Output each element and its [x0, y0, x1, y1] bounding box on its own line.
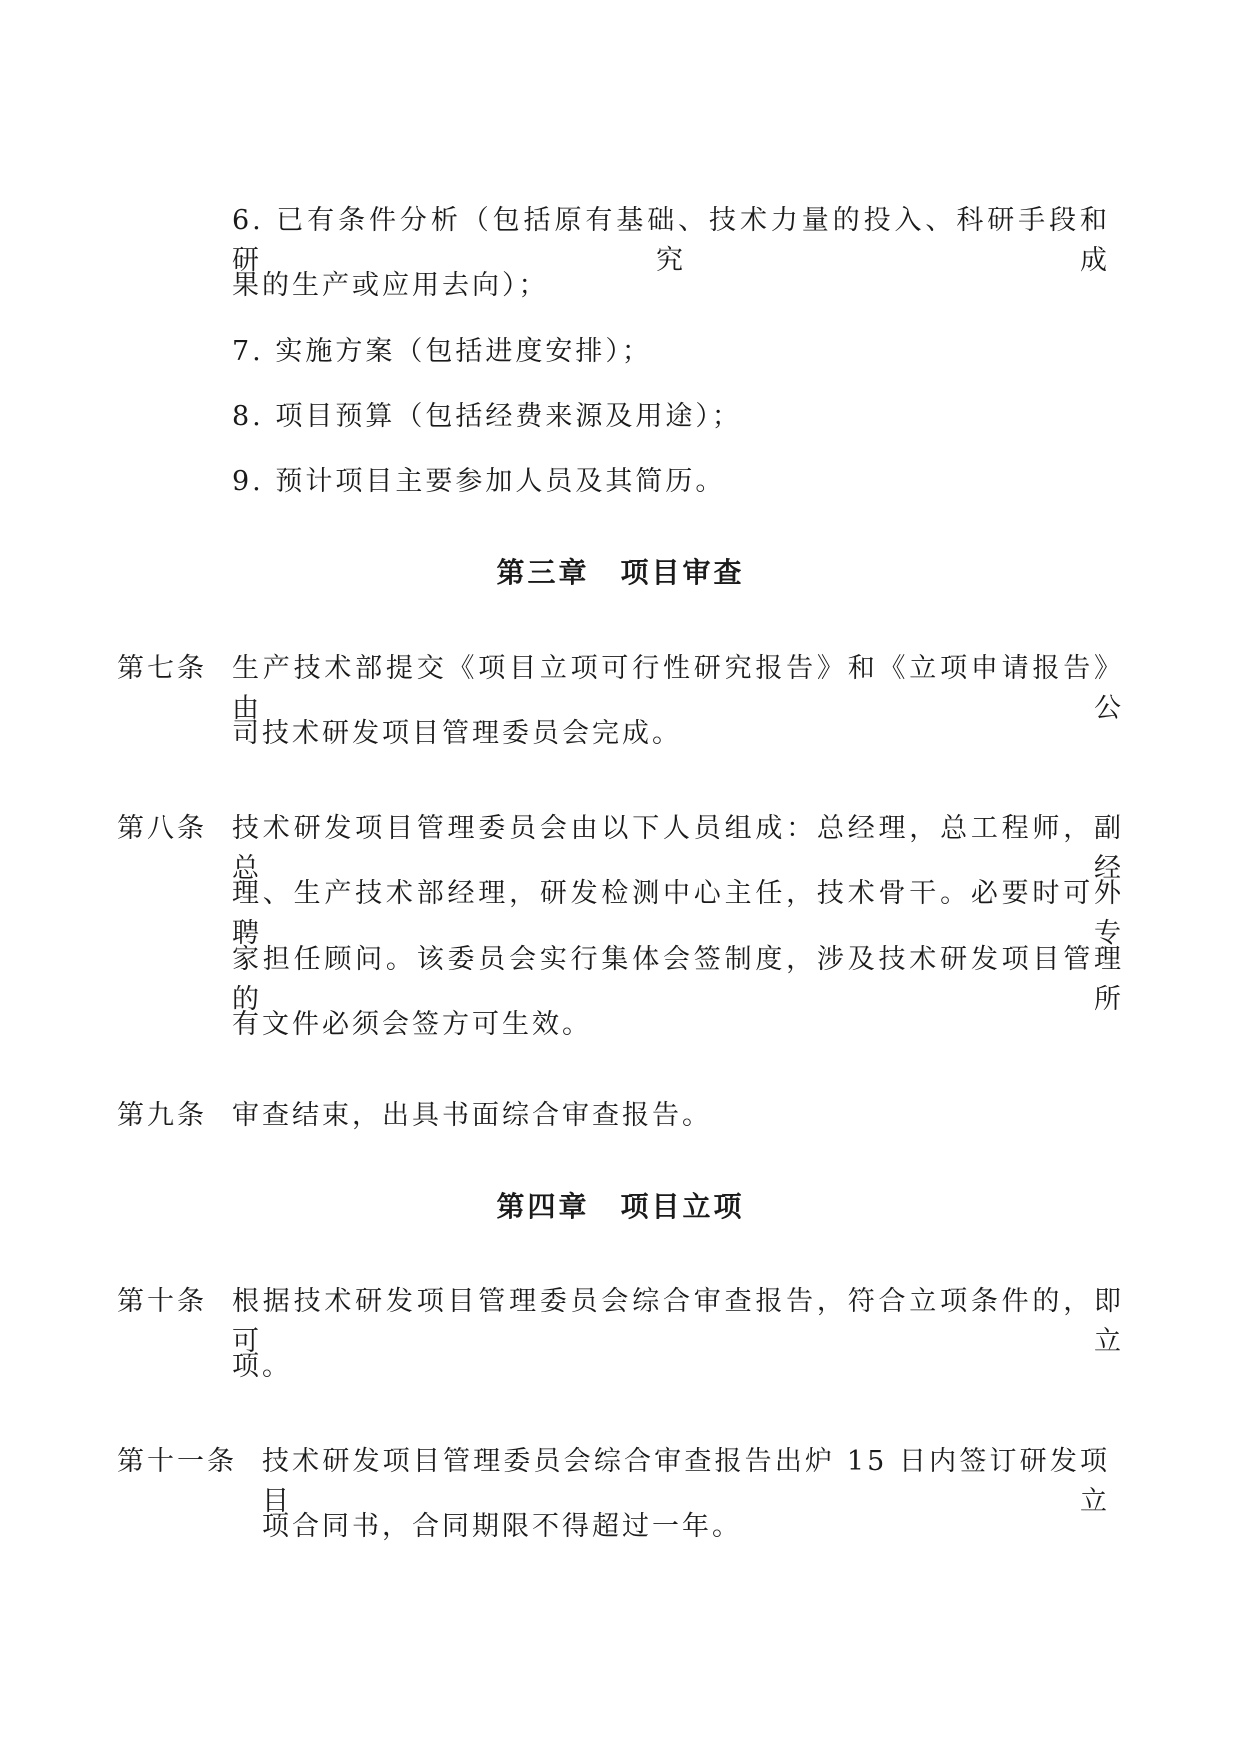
article-10-label: 第十条: [117, 1286, 207, 1317]
article-8-line3: 家担任顾问。该委员会实行集体会签制度，涉及技术研发项目管理的所: [232, 944, 1124, 1015]
list-item-7: 7. 实施方案（包括进度安排）；: [232, 336, 652, 367]
list-item-6-line2: 果的生产或应用去向）；: [232, 270, 549, 301]
chapter-3-heading: 第三章 项目审查: [496, 556, 745, 589]
article-7-line1: 生产技术部提交《项目立项可行性研究报告》和《立项申请报告》由公: [232, 653, 1124, 724]
article-8-line4: 有文件必须会签方可生效。: [232, 1009, 592, 1040]
chapter-4-heading: 第四章 项目立项: [496, 1190, 745, 1223]
article-10-line1: 根据技术研发项目管理委员会综合审查报告，符合立项条件的，即可立: [232, 1286, 1124, 1357]
article-7-line2: 司技术研发项目管理委员会完成。: [232, 718, 682, 749]
article-9-label: 第九条: [117, 1100, 207, 1131]
list-item-6-line1: 6. 已有条件分析（包括原有基础、技术力量的投入、科研手段和研究成: [232, 205, 1110, 276]
article-11-line1: 技术研发项目管理委员会综合审查报告出炉 15 日内签订研发项目立: [262, 1446, 1110, 1517]
article-7-label: 第七条: [117, 653, 207, 684]
article-11-line2: 项合同书，合同期限不得超过一年。: [262, 1511, 742, 1542]
article-8-line1: 技术研发项目管理委员会由以下人员组成：总经理，总工程师，副总经: [232, 813, 1124, 884]
article-11-label: 第十一条: [117, 1446, 237, 1477]
list-item-9: 9. 预计项目主要参加人员及其简历。: [232, 466, 726, 497]
article-8-line2: 理、生产技术部经理，研发检测中心主任，技术骨干。必要时可外聘专: [232, 878, 1124, 949]
article-8-label: 第八条: [117, 813, 207, 844]
article-10-line2: 项。: [232, 1351, 292, 1382]
list-item-8: 8. 项目预算（包括经费来源及用途）；: [232, 401, 742, 432]
article-9-line1: 审查结束，出具书面综合审查报告。: [232, 1100, 712, 1131]
